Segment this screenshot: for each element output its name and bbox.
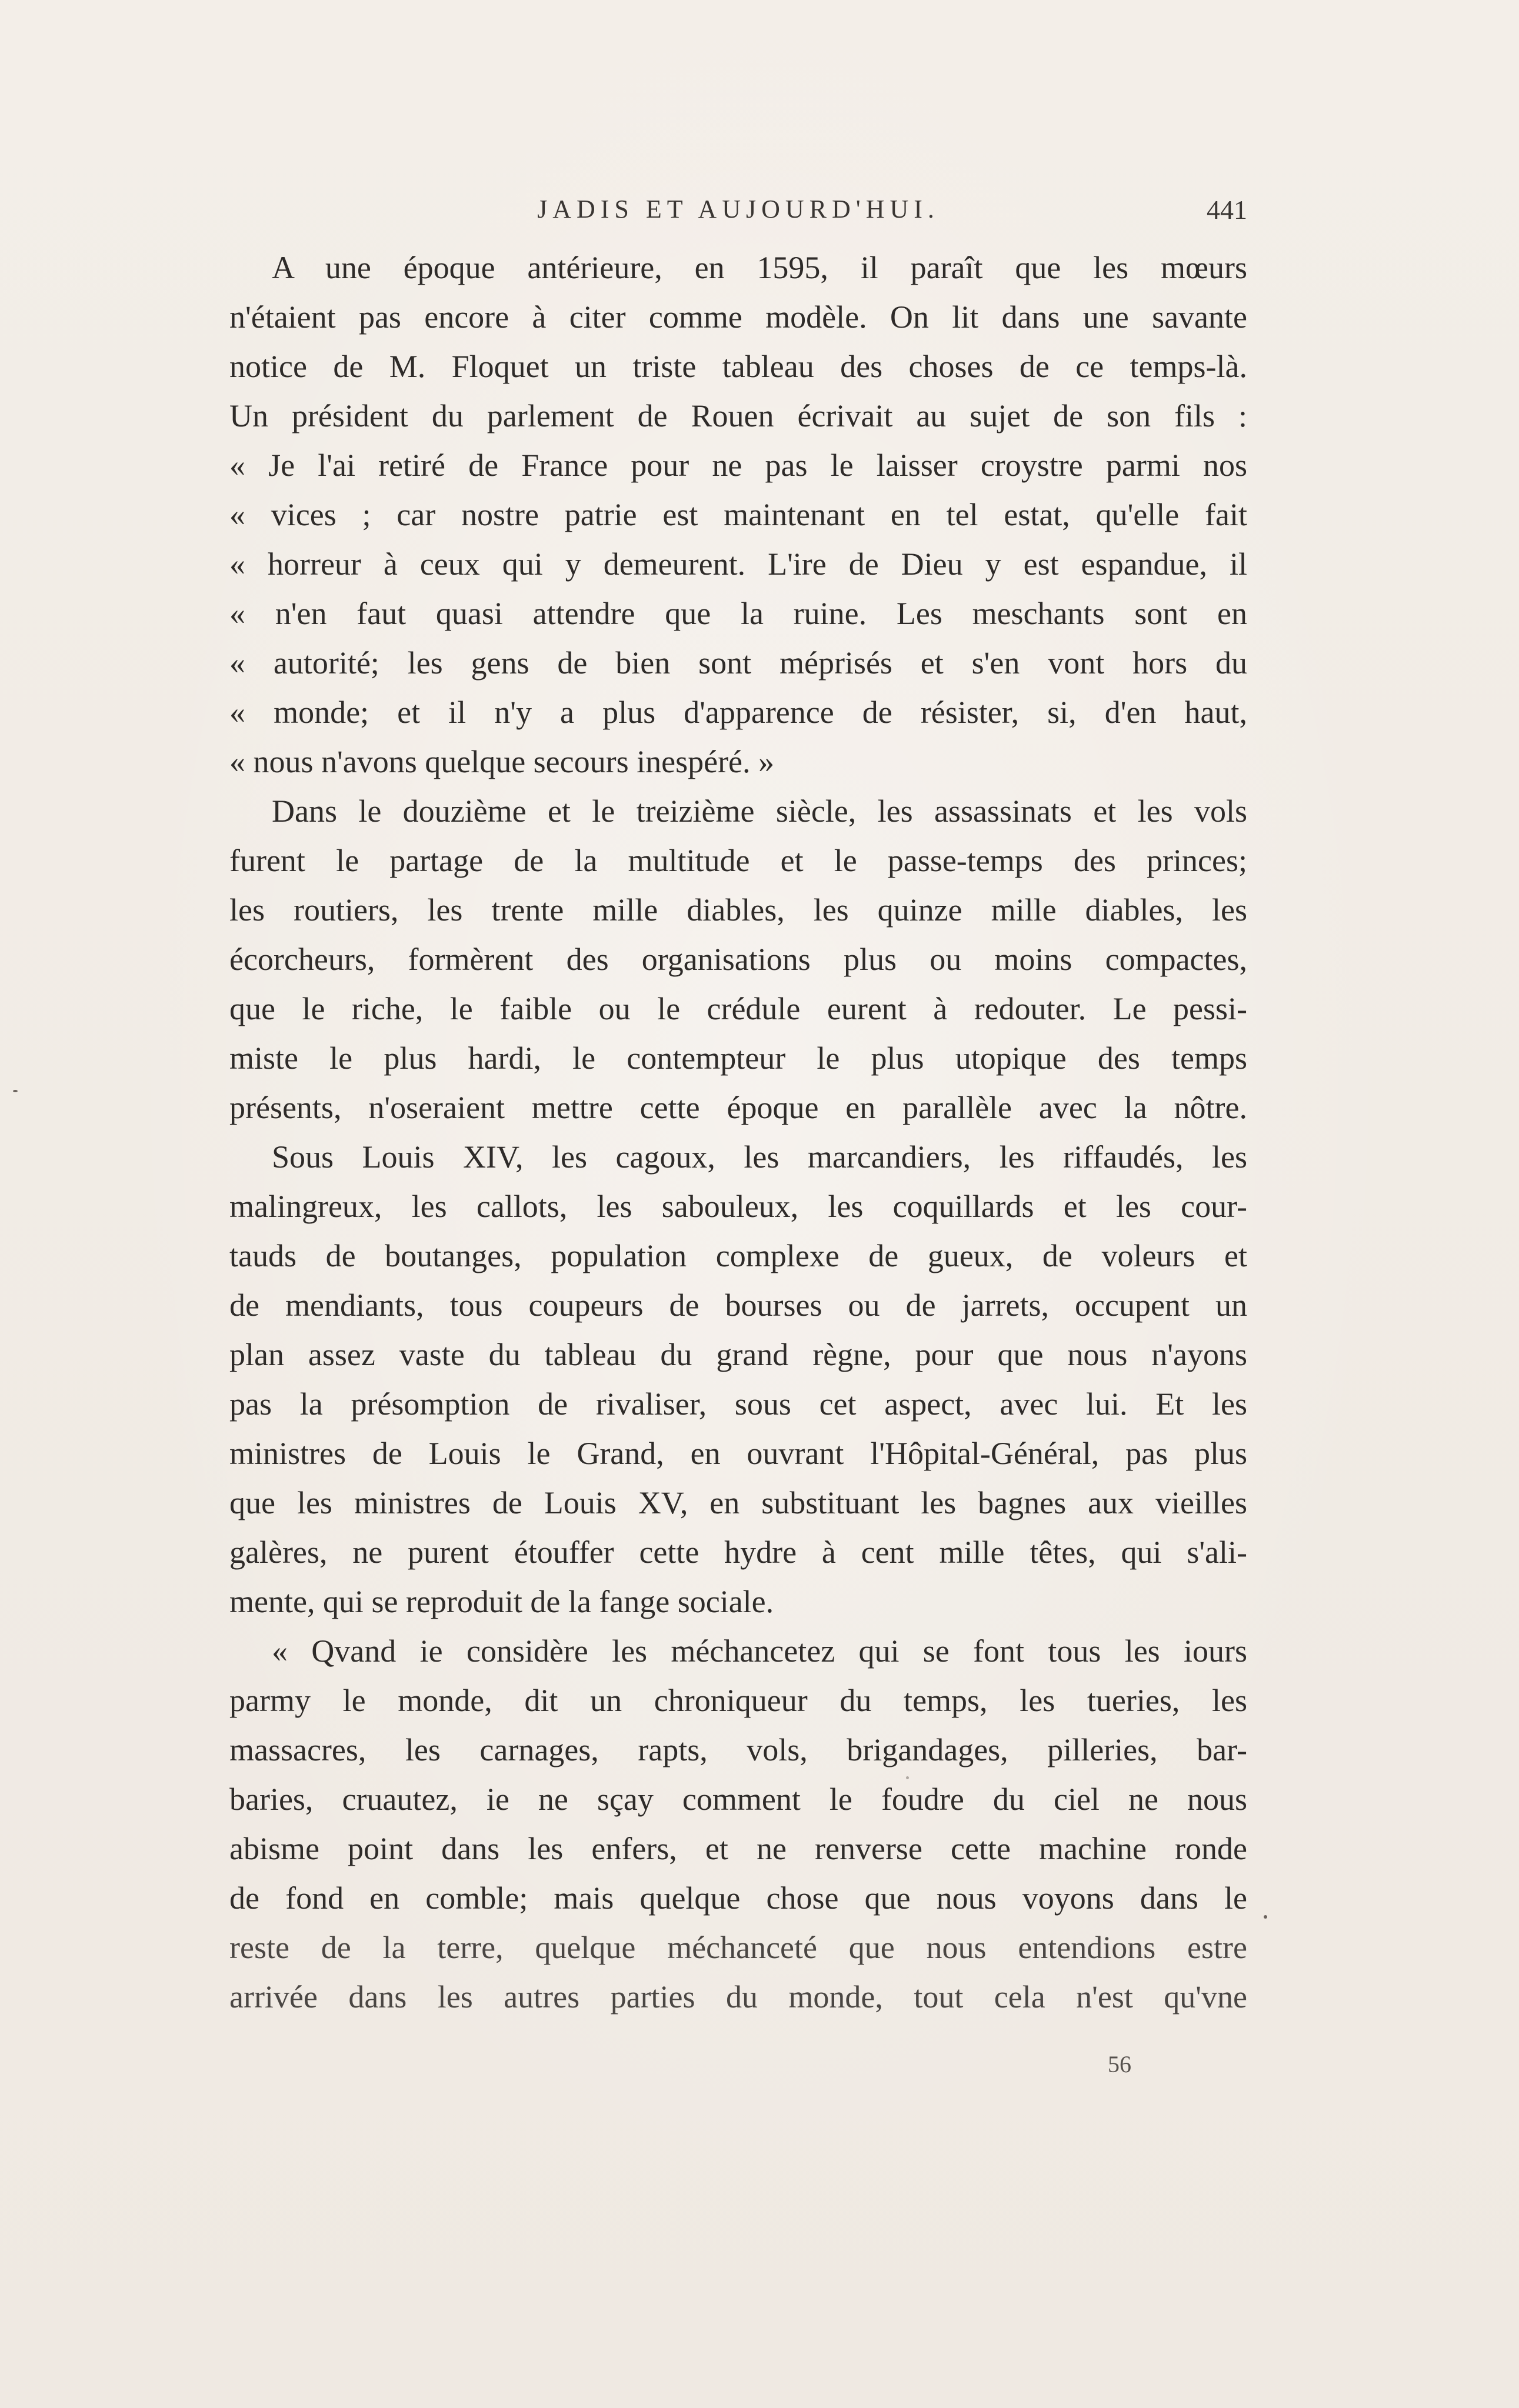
paper-speck (1264, 1915, 1267, 1919)
text-line: baries, cruautez, ie ne sçay comment le foudre du ciel ne nous (229, 1782, 1247, 1817)
text-line: furent le partage de la multitude et le passe-temps des princes; (229, 843, 1247, 878)
text-line: « autorité; les gens de bien sont méprisés et s'en vont hors du (229, 645, 1247, 681)
text-line: « monde; et il n'y a plus d'apparence de résister, si, d'en haut, (229, 695, 1247, 730)
text-line: « Qvand ie considère les méchancetez qui se font tous les iours (272, 1633, 1247, 1669)
running-title: JADIS ET AUJOURD'HUI. (537, 195, 940, 224)
paper-speck (13, 1090, 18, 1092)
text-line: A une époque antérieure, en 1595, il paraît que les mœurs (272, 250, 1247, 285)
paper-speck (906, 1776, 909, 1779)
text-line: abisme point dans les enfers, et ne renverse cette machine ronde (229, 1831, 1247, 1866)
text-line: écorcheurs, formèrent des organisations plus ou moins compactes, (229, 942, 1247, 977)
text-line: Sous Louis XIV, les cagoux, les marcandiers, les riffaudés, les (272, 1139, 1247, 1175)
text-line: « nous n'avons quelque secours inespéré. » (229, 744, 775, 779)
text-line: ministres de Louis le Grand, en ouvrant l'Hôpital-Général, pas plus (229, 1436, 1247, 1471)
text-line: parmy le monde, dit un chroniqueur du temps, les tueries, les (229, 1683, 1247, 1718)
text-line: arrivée dans les autres parties du monde, tout cela n'est qu'vne (229, 1979, 1247, 2015)
text-line: de mendiants, tous coupeurs de bourses ou de jarrets, occupent un (229, 1288, 1247, 1323)
text-line: « horreur à ceux qui y demeurent. L'ire de Dieu y est espandue, il (229, 546, 1247, 582)
text-line: galères, ne purent étouffer cette hydre à cent mille têtes, qui s'ali- (229, 1535, 1247, 1570)
text-line: présents, n'oseraient mettre cette époque en parallèle avec la nôtre. (229, 1090, 1247, 1125)
text-line: Un président du parlement de Rouen écrivait au sujet de son fils : (229, 398, 1247, 433)
text-line: miste le plus hardi, le contempteur le plus utopique des temps (229, 1040, 1247, 1076)
text-line: massacres, les carnages, rapts, vols, brigandages, pilleries, bar- (229, 1732, 1247, 1767)
running-head (229, 194, 1247, 229)
signature-mark: 56 (1108, 2051, 1131, 2077)
text-line: « n'en faut quasi attendre que la ruine. Les meschants sont en (229, 596, 1247, 631)
text-line: « Je l'ai retiré de France pour ne pas le laisser croystre parmi nos (229, 448, 1247, 483)
text-line: plan assez vaste du tableau du grand règne, pour que nous n'ayons (229, 1337, 1247, 1372)
text-line: les routiers, les trente mille diables, les quinze mille diables, les (229, 892, 1247, 928)
text-line: « vices ; car nostre patrie est maintenant en tel estat, qu'elle fait (229, 497, 1247, 532)
text-line: Dans le douzième et le treizième siècle, les assassinats et les vols (272, 793, 1247, 829)
text-line: que les ministres de Louis XV, en substituant les bagnes aux vieilles (229, 1485, 1247, 1520)
text-line: de fond en comble; mais quelque chose que nous voyons dans le (229, 1880, 1247, 1916)
text-line: que le riche, le faible ou le crédule eurent à redouter. Le pessi- (229, 991, 1247, 1026)
text-line: malingreux, les callots, les sabouleux, les coquillards et les cour- (229, 1189, 1247, 1224)
text-line: reste de la terre, quelque méchanceté que nous entendions estre (229, 1930, 1247, 1965)
text-line: notice de M. Floquet un triste tableau des choses de ce temps-là. (229, 349, 1247, 384)
text-line: tauds de boutanges, population complexe de gueux, de voleurs et (229, 1238, 1247, 1273)
text-line: pas la présomption de rivaliser, sous cet aspect, avec lui. Et les (229, 1386, 1247, 1422)
body-text (229, 243, 1247, 2022)
paper-speck (435, 1459, 438, 1461)
text-line: n'étaient pas encore à citer comme modèle. On lit dans une savante (229, 299, 1247, 335)
page-number: 441 (1207, 195, 1247, 225)
text-line: mente, qui se reproduit de la fange sociale. (229, 1584, 774, 1619)
